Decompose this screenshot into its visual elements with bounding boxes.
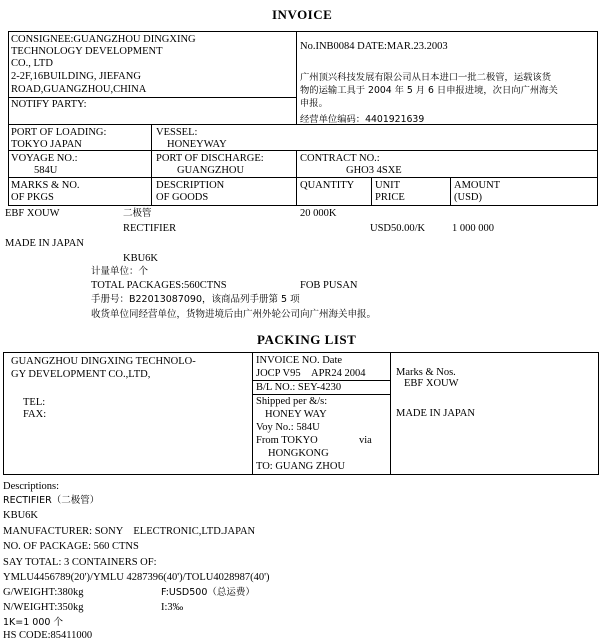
invoice-heading-rule xyxy=(8,177,598,178)
marks-heading: OF PKGS xyxy=(11,192,54,203)
gross-weight: G/WEIGHT:380kg xyxy=(3,587,84,598)
receiving-note: 收货单位同经营单位，货物进境后由广州外轮公司向广州海关申报。 xyxy=(91,309,377,320)
packing-marks-label: Marks & Nos. xyxy=(396,367,456,378)
via-label: via xyxy=(359,435,372,446)
invoice-no-date: No.INB0084 DATE:MAR.23.2003 xyxy=(300,41,448,52)
description-line: YMLU4456789(20')/YMLU 4287396(40')/TOLU4028987(40') xyxy=(3,572,270,583)
hs-code: HS CODE:85411000 xyxy=(3,630,93,641)
amount-heading: AMOUNT xyxy=(454,180,501,191)
shipped-per-label: Shipped per &/s: xyxy=(256,396,328,407)
unit-price-heading: PRICE xyxy=(375,192,405,203)
marks-value: EBF XOUW xyxy=(5,208,60,219)
description-line: NO. OF PACKAGE: 560 CTNS xyxy=(3,541,139,552)
unit-price-heading: UNIT xyxy=(375,180,401,191)
invoice-no: JOCP V95 xyxy=(256,368,301,379)
fob: FOB PUSAN xyxy=(300,280,358,291)
packing-company-line: GY DEVELOPMENT CO.,LTD, xyxy=(11,369,151,380)
insurance: I:3‰ xyxy=(161,602,184,613)
packing-bottom-rule xyxy=(3,474,599,475)
packing-divider-2 xyxy=(390,352,391,474)
description-line: KBU6K xyxy=(3,510,39,521)
unit-of-measure: 计量单位：个 xyxy=(91,266,149,277)
invoice-date: APR24 2004 xyxy=(311,368,366,379)
description-heading: OF GOODS xyxy=(156,192,209,203)
description-line: SAY TOTAL: 3 CONTAINERS OF: xyxy=(3,557,157,568)
invoice-notify-rule xyxy=(8,97,296,98)
invoice-title: INVOICE xyxy=(272,7,333,22)
cn-note-line: 物的运输工具于 2004 年 5 月 6 日申报进境，次日向广州海关 xyxy=(300,85,558,96)
invoice-vessel-divider xyxy=(151,124,152,206)
marks-heading: MARKS & NO. xyxy=(11,180,80,191)
description-heading: DESCRIPTION xyxy=(156,180,225,191)
manual-number: 手册号：B22013087090，该商品列手册第 5 项 xyxy=(91,294,300,305)
goods-en: RECTIFIER xyxy=(123,223,177,234)
invoice-bottom-rule xyxy=(8,205,598,206)
invoice-voyage-rule xyxy=(8,150,598,151)
amount-heading: (USD) xyxy=(454,192,482,203)
packing-origin: MADE IN JAPAN xyxy=(396,408,475,419)
model: KBU6K xyxy=(123,253,159,264)
packing-divider-1 xyxy=(252,352,253,474)
packing-shipped-rule xyxy=(252,394,390,395)
description-line: RECTIFIER（二极管） xyxy=(3,495,100,506)
invoice-no-date-label: INVOICE NO. Date xyxy=(256,355,343,366)
goods-cn: 二极管 xyxy=(123,208,152,219)
packing-top-rule xyxy=(3,352,599,353)
port-of-loading-label: PORT OF LOADING: xyxy=(11,127,107,138)
packing-bl-rule xyxy=(252,380,390,381)
port-of-discharge-value: GUANGZHOU xyxy=(177,165,245,176)
invoice-unit-divider xyxy=(371,177,372,206)
packing-fax-label: FAX: xyxy=(23,409,47,420)
packing-tel-label: TEL: xyxy=(23,397,46,408)
voyage-number: Voy No.: 584U xyxy=(256,422,320,433)
voyage-label: VOYAGE NO.: xyxy=(11,153,78,164)
packing-company-line: GUANGZHOU DINGXING TECHNOLO- xyxy=(11,356,196,367)
consignee-line: CONSIGNEE:GUANGZHOU DINGXING xyxy=(11,34,196,45)
invoice-contract-divider xyxy=(296,150,297,206)
freight: F:USD500（总运费） xyxy=(161,587,255,598)
via-port: HONGKONG xyxy=(268,448,329,459)
invoice-top-rule xyxy=(8,31,598,32)
net-weight: N/WEIGHT:350kg xyxy=(3,602,84,613)
contract-value: GHO3 4SXE xyxy=(346,165,402,176)
consignee-line: TECHNOLOGY DEVELOPMENT xyxy=(11,46,163,57)
consignee-line: 2-2F,16BUILDING, JIEFANG xyxy=(11,71,141,82)
vessel-value: HONEYWAY xyxy=(167,139,227,150)
unit-conversion: 1K=1 000 个 xyxy=(3,617,63,628)
descriptions-label: Descriptions: xyxy=(3,481,59,492)
port-of-discharge-label: PORT OF DISCHARGE: xyxy=(156,153,264,164)
voyage-value: 584U xyxy=(34,165,58,176)
contract-label: CONTRACT NO.: xyxy=(300,153,380,164)
packing-list-title: PACKING LIST xyxy=(257,332,357,347)
consignee-line: CO., LTD xyxy=(11,58,53,69)
invoice-right-rule xyxy=(597,31,598,206)
from-port: From TOKYO xyxy=(256,435,318,446)
total-packages: TOTAL PACKAGES:560CTNS xyxy=(91,280,227,291)
packing-marks-value: EBF XOUW xyxy=(404,378,459,389)
consignee-line: ROAD,GUANGZHOU,CHINA xyxy=(11,84,147,95)
description-line: MANUFACTURER: SONY ELECTRONIC,LTD.JAPAN xyxy=(3,526,256,537)
quantity-heading: QUANTITY xyxy=(300,180,355,191)
packing-right-rule xyxy=(598,352,599,474)
cn-business-code: 经营单位编码：4401921639 xyxy=(300,114,425,125)
cn-note-line: 申报。 xyxy=(300,98,328,109)
cn-note-line: 广州顶兴科技发展有限公司从日本进口一批二极管，运载该货 xyxy=(300,72,552,83)
to-port: TO: GUANG ZHOU xyxy=(256,461,346,472)
notify-party-label: NOTIFY PARTY: xyxy=(11,99,87,110)
amount-value: 1 000 000 xyxy=(452,223,494,234)
invoice-center-rule-top xyxy=(296,31,297,124)
port-of-loading-value: TOKYO JAPAN xyxy=(11,139,82,150)
packing-left-rule xyxy=(3,352,4,474)
invoice-left-rule xyxy=(8,31,9,206)
bl-number: B/L NO.: SEY-4230 xyxy=(256,382,342,393)
unit-price-value: USD50.00/K xyxy=(370,223,426,234)
ship-name: HONEY WAY xyxy=(265,409,327,420)
origin: MADE IN JAPAN xyxy=(5,238,84,249)
vessel-label: VESSEL: xyxy=(156,127,198,138)
quantity-value: 20 000K xyxy=(300,208,337,219)
invoice-amount-divider xyxy=(450,177,451,206)
